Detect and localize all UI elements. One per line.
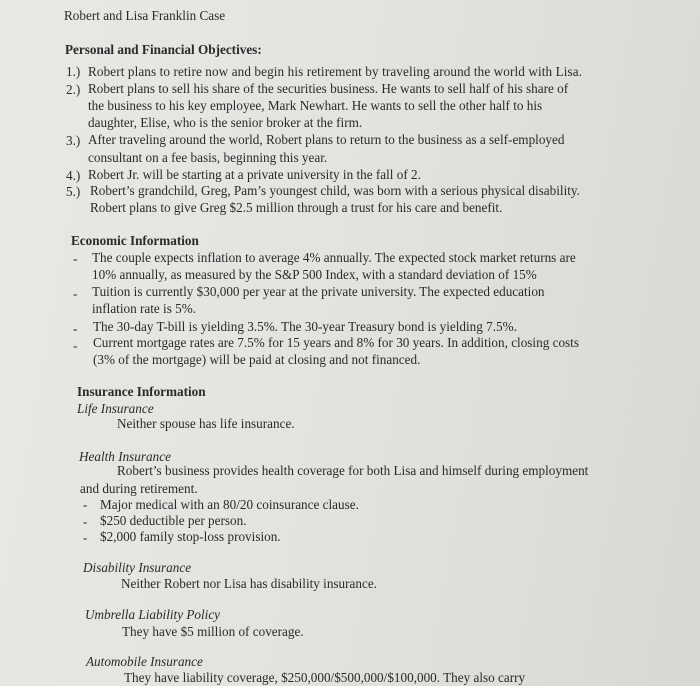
bullet-dash: -	[83, 530, 88, 545]
health-insurance-title: Health Insurance	[79, 449, 171, 464]
economic-heading: Economic Information	[71, 233, 199, 248]
economic-text: Current mortgage rates are 7.5% for 15 years and 8% for 30 years. In addition, closing costs	[93, 335, 579, 350]
economic-text: The couple expects inflation to average 4% annually. The expected stock market returns are	[92, 250, 576, 265]
insurance-heading: Insurance Information	[77, 384, 206, 399]
economic-text: (3% of the mortgage) will be paid at closing and not financed.	[93, 352, 421, 367]
health-bullet: $2,000 family stop-loss provision.	[100, 529, 281, 544]
objective-text: consultant on a fee basis, beginning this year.	[88, 150, 328, 165]
objective-text: After traveling around the world, Robert plans to return to the business as a self-employed	[88, 132, 565, 147]
bullet-dash: -	[73, 338, 78, 353]
objective-number: 4.)	[66, 168, 81, 183]
umbrella-policy-text: They have $5 million of coverage.	[122, 624, 304, 639]
bullet-dash: -	[83, 514, 88, 529]
objective-number: 3.)	[66, 133, 81, 148]
health-bullet: $250 deductible per person.	[100, 513, 247, 528]
objective-text: Robert’s grandchild, Greg, Pam’s youngest child, was born with a serious physical disability.	[90, 183, 580, 198]
objective-text: Robert Jr. will be starting at a private university in the fall of 2.	[88, 167, 421, 182]
objective-text: Robert plans to sell his share of the securities business. He wants to sell half of his share of	[88, 81, 569, 96]
objective-text: the business to his key employee, Mark Newhart. He wants to sell the other half to his	[88, 98, 543, 113]
objectives-heading: Personal and Financial Objectives:	[65, 42, 262, 57]
umbrella-policy-title: Umbrella Liability Policy	[85, 607, 221, 622]
automobile-insurance-text: They have liability coverage, $250,000/$500,000/$100,000. They also carry	[124, 670, 526, 685]
objective-number: 2.)	[66, 82, 81, 97]
objective-number: 1.)	[66, 64, 81, 79]
health-insurance-text: and during retirement.	[80, 481, 198, 496]
economic-text: The 30-day T-bill is yielding 3.5%. The 30-year Treasury bond is yielding 7.5%.	[93, 319, 517, 334]
economic-text: Tuition is currently $30,000 per year at the private university. The expected education	[92, 284, 545, 299]
bullet-dash: -	[73, 286, 78, 301]
life-insurance-title: Life Insurance	[77, 401, 154, 416]
economic-text: 10% annually, as measured by the S&P 500 Index, with a standard deviation of 15%	[92, 267, 537, 282]
health-insurance-text: Robert’s business provides health coverage for both Lisa and himself during employment	[117, 463, 589, 478]
economic-text: inflation rate is 5%.	[92, 301, 197, 316]
disability-insurance-title: Disability Insurance	[83, 560, 192, 575]
life-insurance-text: Neither spouse has life insurance.	[117, 416, 295, 431]
automobile-insurance-title: Automobile Insurance	[86, 654, 203, 669]
bullet-dash: -	[73, 321, 78, 336]
objective-text: Robert plans to give Greg $2.5 million through a trust for his care and benefit.	[90, 200, 503, 215]
objective-text: daughter, Elise, who is the senior broker at the firm.	[88, 115, 363, 130]
disability-insurance-text: Neither Robert nor Lisa has disability insurance.	[121, 576, 377, 591]
objective-number: 5.)	[66, 184, 81, 199]
objective-text: Robert plans to retire now and begin his retirement by traveling around the world with Lisa.	[88, 64, 583, 79]
bullet-dash: -	[73, 251, 78, 266]
health-bullet: Major medical with an 80/20 coinsurance clause.	[100, 497, 359, 512]
document-title: Robert and Lisa Franklin Case	[64, 8, 226, 23]
bullet-dash: -	[83, 497, 88, 512]
